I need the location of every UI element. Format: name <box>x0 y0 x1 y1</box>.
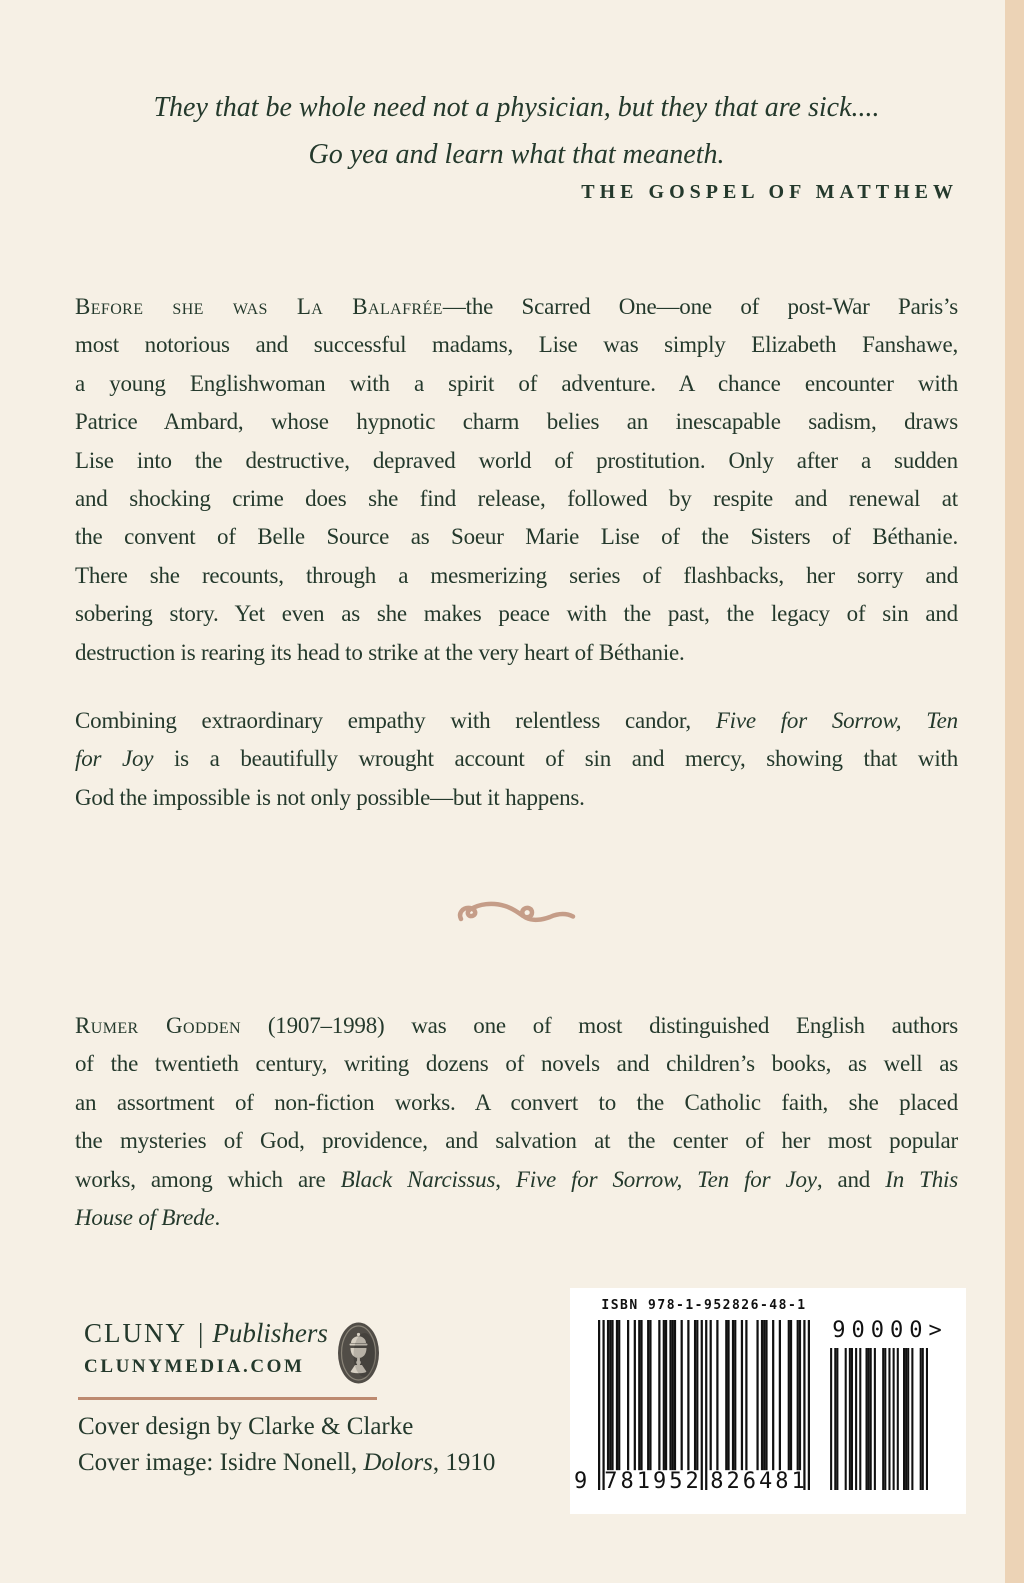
text-line: Patrice Ambard, whose hypnotic charm belies an inescapable sadism, draws <box>75 409 958 435</box>
barcode-addon-label: 90000> <box>832 1318 948 1343</box>
text-line: Combining extraordinary empathy with relentless candor, Five for Sorrow, Ten <box>75 708 958 733</box>
credits-divider-rule <box>78 1397 377 1400</box>
text-line: the mysteries of God, providence, and salvation at the center of her most popular <box>75 1128 958 1154</box>
publisher-name: CLUNY <box>84 1318 187 1348</box>
barcode-digits <box>574 1470 812 1494</box>
text-line: works, among which are Black Narcissus, Five for Sorrow, Ten for Joy, and In This <box>75 1166 958 1192</box>
book-edge-strip <box>1005 0 1024 1583</box>
synopsis-paragraph-1 <box>75 288 958 672</box>
publisher-website: CLUNYMEDIA.COM <box>84 1356 305 1377</box>
text-line: Before she was La Balafrée—the Scarred One—one of post-War Paris’s <box>75 294 958 319</box>
isbn-label: ISBN 978-1-952826-48-1 <box>601 1298 807 1313</box>
epigraph-line-2: Go yea and learn what that meaneth. <box>308 139 725 170</box>
publisher-divider: | <box>198 1318 204 1348</box>
barcode-digit-group-1: 781952 <box>604 1469 702 1494</box>
text-line: God the impossible is not only possible—but it happens. <box>75 784 585 810</box>
text-line: House of Brede. <box>75 1205 220 1231</box>
barcode-digit-group-2: 826481 <box>710 1469 808 1494</box>
text-line: for Joy is a beautifully wrought account of sin and mercy, showing that with <box>75 746 959 772</box>
text-line: an assortment of non-fiction works. A convert to the Catholic faith, she placed <box>75 1089 958 1115</box>
chalice-medallion-icon <box>337 1322 380 1384</box>
text-line: of the twentieth century, writing dozens of novels and children’s books, as well as <box>75 1051 958 1077</box>
synopsis-paragraph-2 <box>75 702 958 817</box>
text-line: the convent of Belle Source as Soeur Marie Lise of the Sisters of Béthanie. <box>75 524 958 550</box>
text-line: most notorious and successful madams, Lise was simply Elizabeth Fanshawe, <box>75 332 958 358</box>
text-line: Lise into the destructive, depraved world of prostitution. Only after a sudden <box>75 447 958 473</box>
text-line: There she recounts, through a mesmerizing series of flashbacks, her sorry and <box>75 562 958 588</box>
text-line: destruction is rearing its head to strike at the very heart of Béthanie. <box>75 639 685 665</box>
publisher-type: Publishers <box>212 1318 328 1348</box>
text-line: Rumer Godden (1907–1998) was one of most distinguished English authors <box>75 1013 958 1038</box>
text-line: Cover design by Clarke & Clarke <box>78 1413 414 1440</box>
publisher-lockup <box>84 1318 328 1349</box>
credits <box>78 1409 578 1481</box>
ean13-barcode <box>598 1320 810 1490</box>
epigraph <box>75 84 958 178</box>
barcode-panel <box>570 1288 966 1514</box>
epigraph-attribution: THE GOSPEL OF MATTHEW <box>581 181 958 203</box>
text-line: sobering story. Yet even as she makes peace with the past, the legacy of sin and <box>75 601 958 627</box>
barcode-digit-lead: 9 <box>574 1469 588 1494</box>
epigraph-line-1: They that be whole need not a physician, but they that are sick.... <box>153 92 880 123</box>
text-line: a young Englishwoman with a spirit of adventure. A chance encounter with <box>75 370 958 396</box>
ean5-addon-barcode <box>828 1348 928 1490</box>
author-bio <box>75 1007 958 1237</box>
text-line: Cover image: Isidre Nonell, Dolors, 1910 <box>78 1449 496 1476</box>
flourish-divider-icon <box>75 896 958 933</box>
text-line: and shocking crime does she find release, followed by respite and renewal at <box>75 486 958 512</box>
